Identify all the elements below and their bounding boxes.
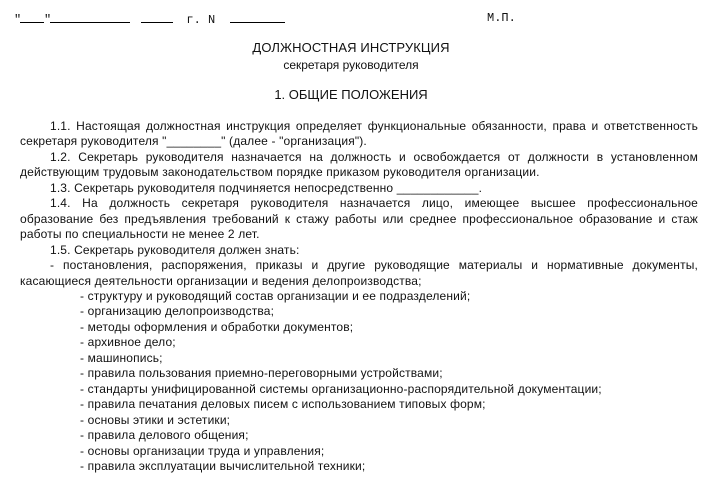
day-blank	[20, 10, 44, 23]
knowledge-item: - архивное дело;	[80, 335, 176, 350]
document-subtitle: секретаря руководителя	[283, 58, 419, 72]
stamp-place-label: М.П.	[487, 11, 516, 25]
knowledge-item: - организацию делопроизводства;	[80, 304, 275, 319]
document-title: ДОЛЖНОСТНАЯ ИНСТРУКЦИЯ	[252, 40, 450, 55]
paragraph-1-3: 1.3. Секретарь руководителя подчиняется непосредственно ____________.	[50, 180, 483, 195]
quote-open: "	[14, 13, 22, 27]
paragraph-1-4: 1.4. На должность секретаря руководителя назначается лицо, имеющее высшее профессиональное образование без предъявления требований к стажу работы или среднее профессиональное образование и стаж работы по специальности не менее 2 лет.	[20, 196, 698, 242]
quote-close: "	[44, 13, 52, 27]
knowledge-item: - правила пользования приемно-переговорными устройствами;	[80, 366, 443, 381]
paragraph-1-5: 1.5. Секретарь руководителя должен знать:	[50, 242, 300, 257]
knowledge-item: - правила делового общения;	[80, 428, 249, 443]
knowledge-item: - правила печатания деловых писем с использованием типовых форм;	[80, 397, 486, 412]
knowledge-item: - постановления, распоряжения, приказы и другие руководящие материалы и нормативные документы, касающиеся деятельности организации и ведения делопроизводства;	[20, 258, 698, 288]
number-blank	[230, 10, 285, 23]
knowledge-item: - правила эксплуатации вычислительной техники;	[80, 458, 366, 473]
knowledge-item: - методы оформления и обработки документов;	[80, 319, 354, 334]
knowledge-item: - основы организации труда и управления;	[80, 443, 325, 458]
knowledge-item: - основы этики и эстетики;	[80, 412, 231, 427]
year-blank	[141, 10, 173, 23]
knowledge-item: - структуру и руководящий состав организации и ее подразделений;	[80, 288, 471, 303]
knowledge-item: - стандарты унифицированной системы организационно-распорядительной документации;	[80, 381, 602, 396]
knowledge-item: - машинопись;	[80, 350, 163, 365]
document-header-line	[14, 10, 694, 28]
document-body	[20, 119, 698, 474]
paragraph-1-2: 1.2. Секретарь руководителя назначается на должность и освобождается от должности в установленном действующим трудовым законодательством порядке приказом руководителя организации.	[20, 149, 698, 180]
paragraph-1-1: 1.1. Настоящая должностная инструкция определяет функциональные обязанности, права и ответственность секретаря руководителя "________" (далее - "организация").	[20, 119, 698, 149]
section-heading: 1. ОБЩИЕ ПОЛОЖЕНИЯ	[274, 87, 428, 102]
month-blank	[50, 10, 130, 23]
year-and-number-label: г. N	[186, 13, 216, 27]
